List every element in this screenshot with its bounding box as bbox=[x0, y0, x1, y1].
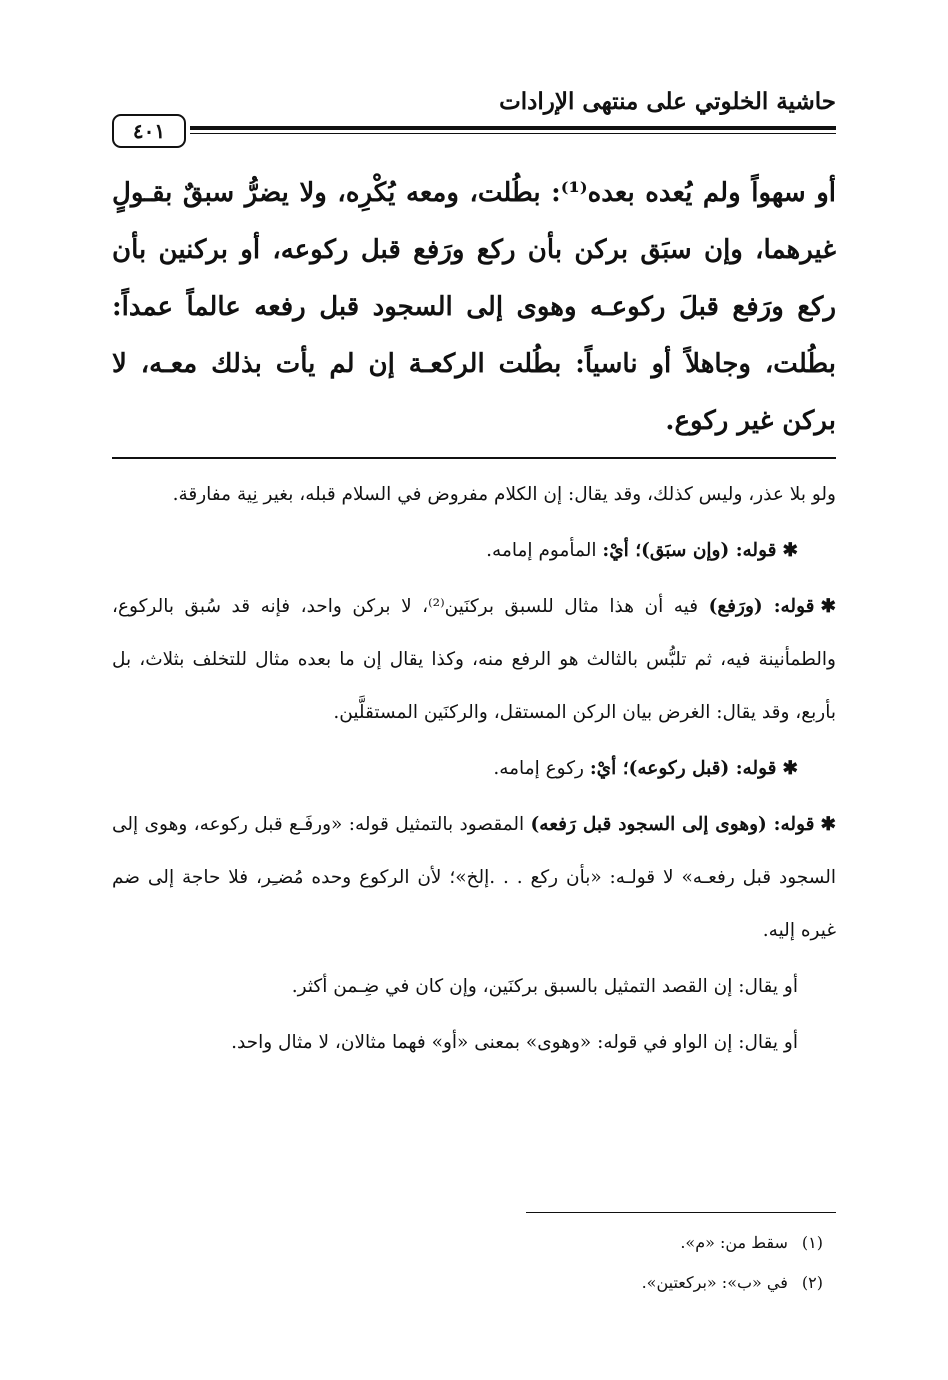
commentary-note bbox=[112, 580, 836, 739]
footnote-1 bbox=[112, 1223, 823, 1263]
commentary-paragraph bbox=[112, 1016, 836, 1069]
note-lead: قوله: (ورَفع) bbox=[708, 596, 815, 617]
note-text: المأموم إمامه. bbox=[486, 540, 603, 561]
note-text: ركوع إمامه. bbox=[493, 758, 590, 779]
main-text: أو سهواً ولم يُعده بعده⁽¹⁾: بطُلت، ومعه يُكْرِه، ولا يضرُّ سبقٌ بقـولٍ غيرهما، وإن سبَق بركن بأن ركع ورَفع قبل ركوعه، أو بركنين بأن ركع ورَفع قبلَ ركوعـه وهوى إلى السجود قبل رفعه عالماً عمداً: بطُلت، وجاهلاً أو ناسياً: بطُلت الركعـة إن لم يأت بذلك معـه، لا بركن غير ركوع. bbox=[112, 178, 836, 436]
header-rule-thick bbox=[190, 126, 836, 130]
footnote-rule bbox=[526, 1212, 836, 1213]
commentary-note bbox=[112, 524, 836, 577]
commentary-paragraph bbox=[112, 468, 836, 521]
footnote-number: (٢) bbox=[801, 1273, 823, 1292]
book-title: حاشية الخلوتي على منتهى الإرادات bbox=[499, 88, 836, 115]
footnote-text: في «ب»: «بركعتين». bbox=[641, 1273, 788, 1292]
note-lead: قوله: (قبل ركوعه)؛ أيْ: bbox=[589, 758, 777, 779]
commentary-paragraph bbox=[112, 960, 836, 1013]
page-number: ٤٠١ bbox=[112, 114, 186, 148]
commentary-text: أو يقال: إن القصد التمثيل بالسبق بركنَين، وإن كان في ضِـمن أكثر. bbox=[291, 976, 798, 997]
footnote-number: (١) bbox=[801, 1233, 823, 1252]
star-icon: ✱ bbox=[820, 596, 836, 617]
footnote-2 bbox=[112, 1263, 823, 1303]
commentary-text: أو يقال: إن الواو في قوله: «وهوى» بمعنى «أو» فهما مثالان، لا مثال واحد. bbox=[231, 1032, 798, 1053]
commentary-text: ولو بلا عذر، وليس كذلك، وقد يقال: إن الكلام مفروض في السلام قبله، بغير نِية مفارقة. bbox=[172, 484, 836, 505]
star-icon: ✱ bbox=[782, 758, 798, 779]
star-icon: ✱ bbox=[782, 540, 798, 561]
footnotes bbox=[112, 1223, 823, 1303]
note-lead: قوله: (وإن سبَق)؛ أيْ: bbox=[602, 540, 777, 561]
header-rule-thin bbox=[190, 133, 836, 134]
text-divider bbox=[112, 457, 836, 459]
note-text: فيه أن هذا مثال للسبق بركنَين⁽²⁾، لا بركن واحد، فإنه قد سُبق بالركوع، والطمأنينة فيه، ثم تلبُّس بالثالث هو الرفع منه، وكذا يقال إن ما بعده مثال للتخلف بثلاث، بل بأربع، وقد يقال: الغرض بيان الركن المستقل، والركنَين المستقلَّين. bbox=[112, 596, 836, 723]
page-header bbox=[112, 88, 836, 144]
note-lead: قوله: (وهوى إلى السجود قبل رَفعه) bbox=[530, 814, 815, 835]
commentary bbox=[112, 468, 836, 1072]
commentary-note bbox=[112, 798, 836, 957]
note-text: المقصود بالتمثيل قوله: «ورفَـع قبل ركوعه، وهوى إلى السجود قبل رفعـه» لا قولـه: «بأن ركع . . .إلخ»؛ لأن الركوع وحده مُضـِر، فلا حاجة إلى ضم غيره إليه. bbox=[112, 814, 836, 941]
star-icon: ✱ bbox=[820, 814, 836, 835]
commentary-note bbox=[112, 742, 836, 795]
footnote-text: سقط من: «م». bbox=[680, 1233, 788, 1252]
